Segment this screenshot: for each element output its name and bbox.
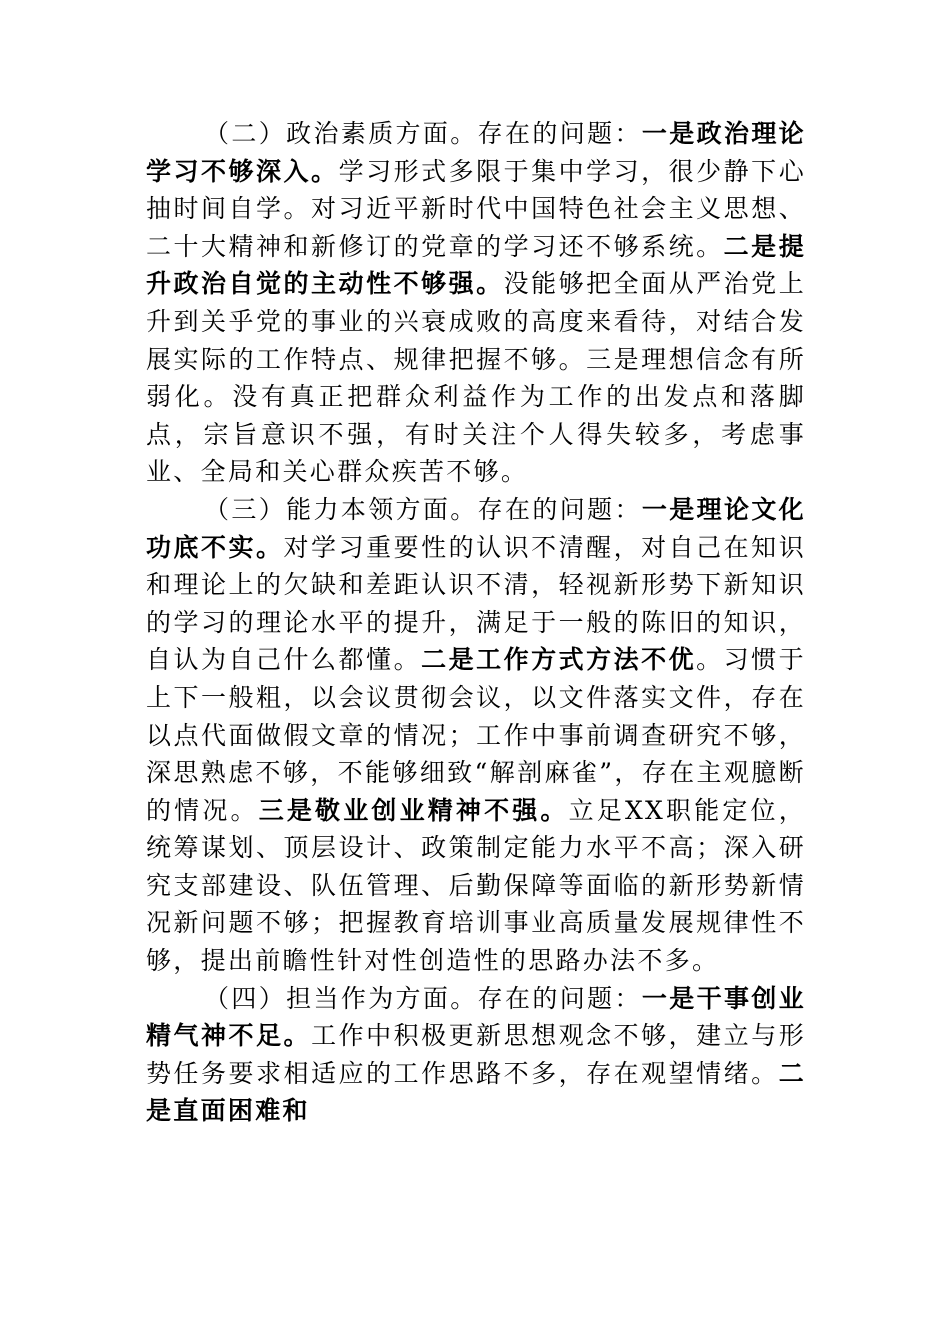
paragraph-text: （三）能力本领方面。存在的问题： <box>204 494 642 524</box>
paragraph-text: 。习惯于上下一般粗，以会议贯彻会议，以文件落实文件，存在以点代面做假文章的情况；工作中事前调查研究不够，深思熟虑不够，不能够细致“解剖麻雀”，存在主观臆断的情况。 <box>146 645 806 825</box>
paragraph-text: 立足XX职能定位，统筹谋划、顶层设计、政策制定能力水平不高；深入研究支部建设、队伍管理、后勤保障等面临的新形势新情况新问题不够；把握教育培训事业高质量发展规律性不够，提出前瞻性针对性创造性的思路办法不多。 <box>146 795 807 976</box>
bold-heading: 一是理论文化功底不实。 <box>146 494 806 562</box>
bold-heading: 三是敬业创业精神不强。 <box>258 795 569 825</box>
bold-heading: 二是工作方式方法不优 <box>421 645 697 675</box>
paragraph-responsibility <box>146 980 806 1130</box>
paragraph-text: 工作中积极更新思想观念不够，建立与形势任务要求相适应的工作思路不多，存在观望情绪。 <box>146 1021 806 1088</box>
paragraph-text: （四）担当作为方面。存在的问题： <box>204 983 642 1013</box>
paragraph-text: 没能够把全面从严治党上升到关乎党的事业的兴衰成败的高度来看待，对结合发展实际的工作特点、规律把握不够。三是理想信念有所弱化。没有真正把群众利益作为工作的出发点和落脚点，宗旨意识不强，有时关注个人得失较多，考虑事业、全局和关心群众疾苦不够。 <box>146 269 806 487</box>
paragraph-political-quality <box>146 115 806 491</box>
bold-heading: 一是政治理论学习不够深入。 <box>146 119 806 186</box>
paragraph-ability <box>146 491 806 980</box>
bold-heading: 一是干事创业精气神不足。 <box>146 983 806 1051</box>
paragraph-text: （二）政治素质方面。存在的问题： <box>204 119 642 148</box>
paragraph-text: 学习形式多限于集中学习，很少静下心抽时间自学。对习近平新时代中国特色社会主义思想、二十大精神和新修订的党章的学习还不够系统。 <box>146 156 806 261</box>
bold-heading: 二是直面困难和 <box>146 1058 806 1126</box>
paragraph-text: 对学习重要性的认识不清醒，对自己在知识和理论上的欠缺和差距认识不清，轻视新形势下新知识的学习的理论水平的提升，满足于一般的陈旧的知识，自认为自己什么都懂。 <box>146 532 806 675</box>
document-body <box>146 115 806 1130</box>
bold-heading: 二是提升政治自觉的主动性不够强。 <box>146 231 806 299</box>
